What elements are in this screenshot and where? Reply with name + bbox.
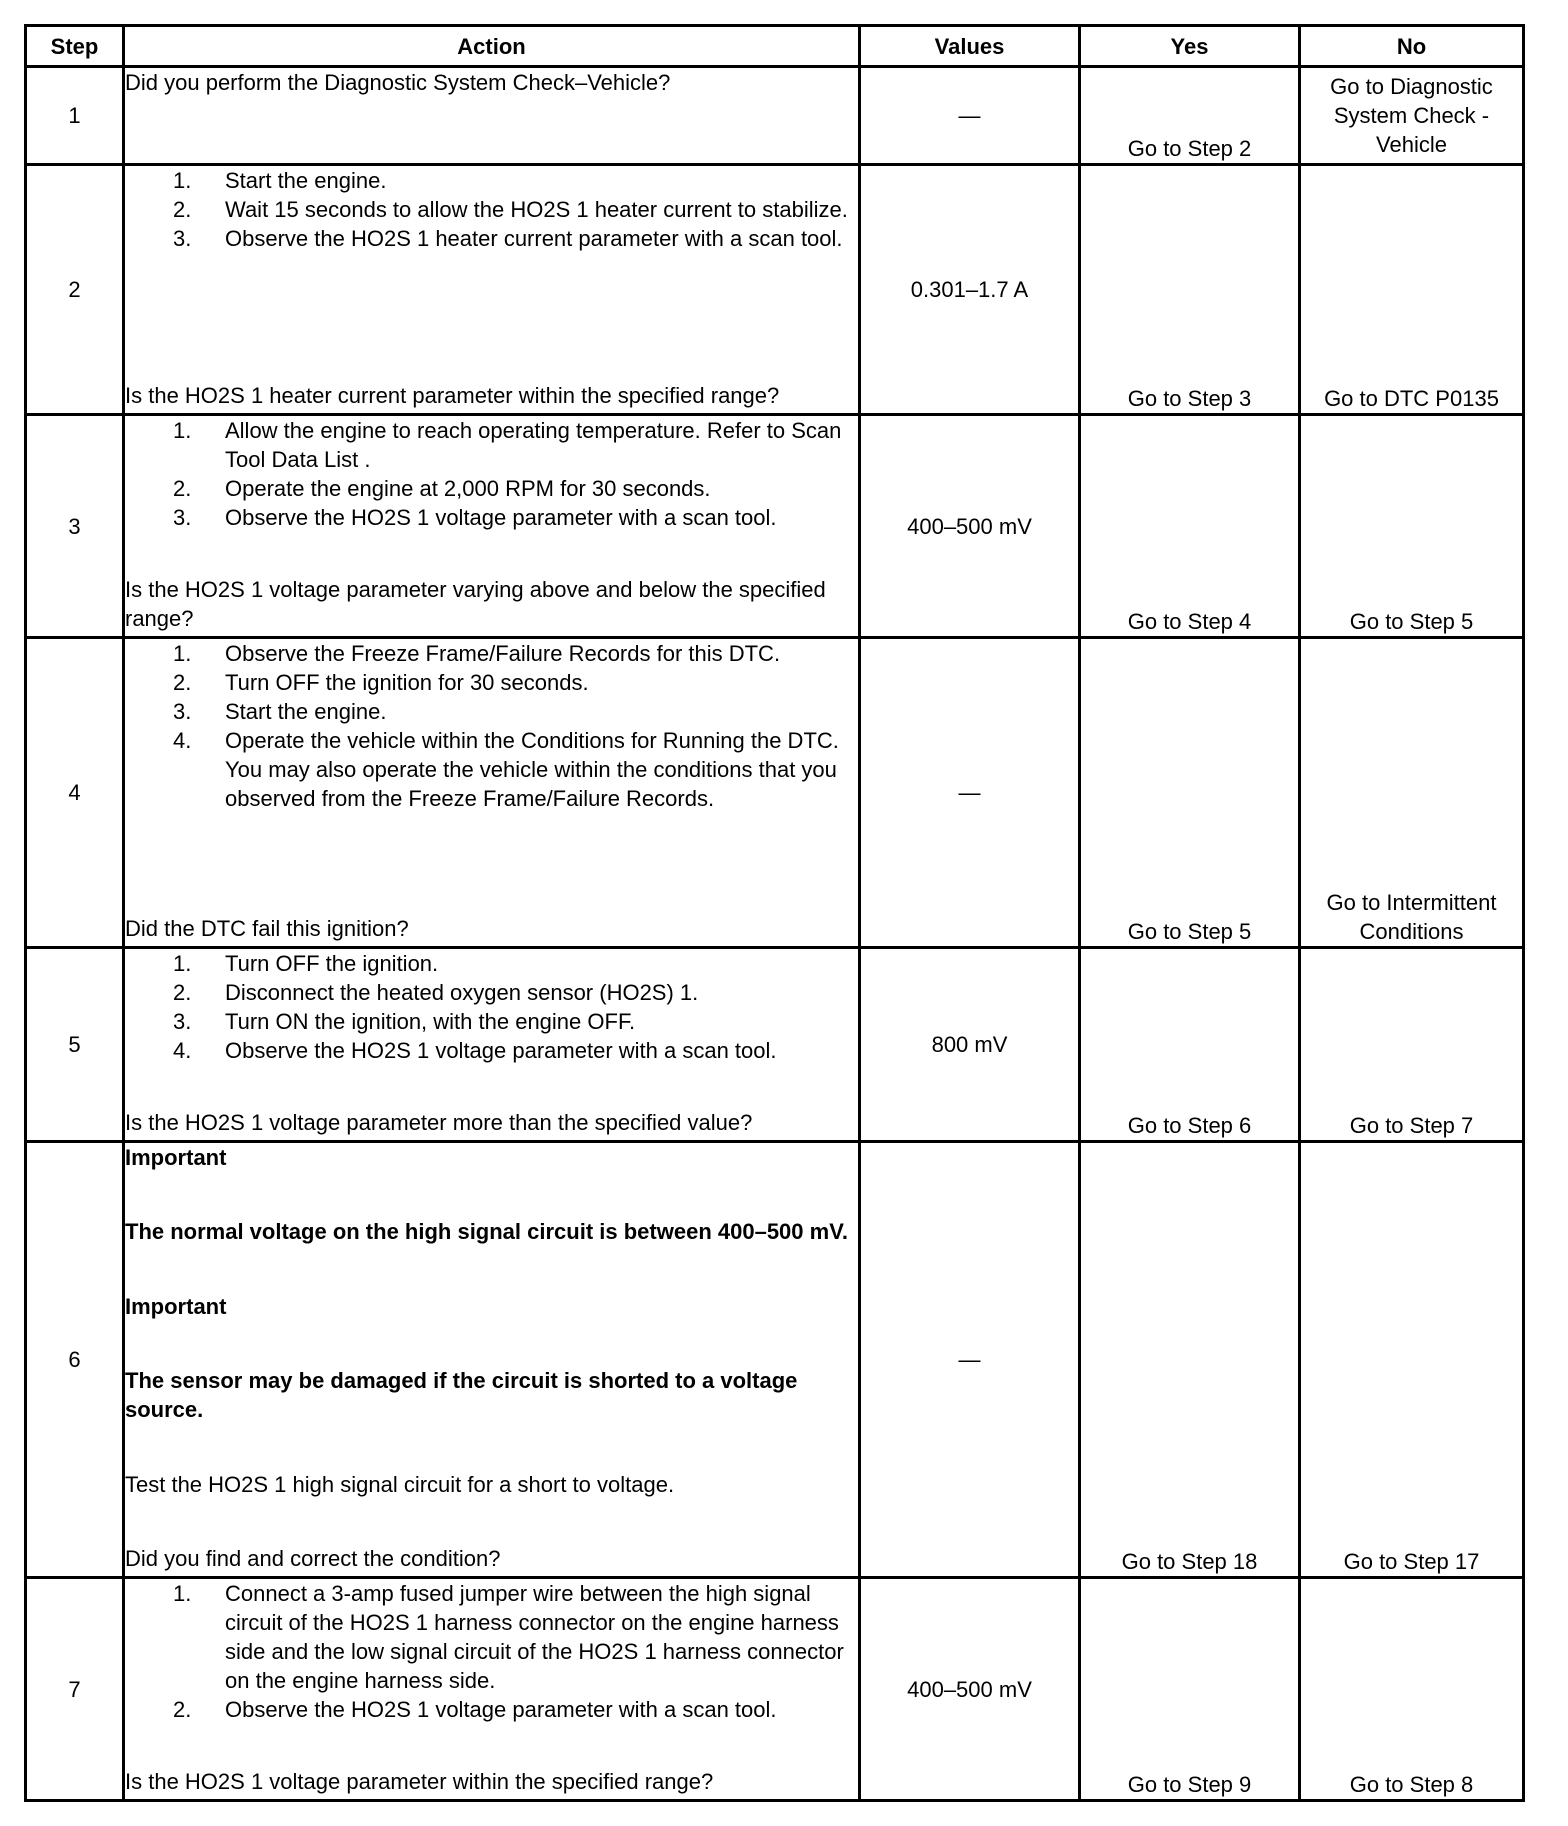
step-number: 2: [26, 165, 124, 415]
list-item: 3. Observe the HO2S 1 heater current parameter with a scan tool.: [173, 226, 843, 251]
header-row: [26, 26, 1524, 67]
value-cell: 400–500 mV: [860, 1578, 1080, 1801]
action-cell: [124, 1578, 860, 1801]
value-cell: —: [860, 67, 1080, 165]
value-cell: —: [860, 1142, 1080, 1578]
header-values: Values: [860, 26, 1080, 67]
table-row: [26, 1578, 1524, 1801]
table-row: [26, 948, 1524, 1142]
important-label: Important: [125, 1145, 227, 1170]
table-row: [26, 638, 1524, 948]
header-action: Action: [124, 26, 860, 67]
list-item: 2. Wait 15 seconds to allow the HO2S 1 heater current to stabilize.: [173, 197, 848, 222]
list-item: 2. Observe the HO2S 1 voltage parameter with a scan tool.: [173, 1697, 777, 1722]
value-cell: 400–500 mV: [860, 415, 1080, 638]
yes-cell: Go to Step 2: [1080, 67, 1300, 165]
yes-cell: Go to Step 4: [1080, 415, 1300, 638]
action-question: Is the HO2S 1 voltage parameter more than the specified value?: [125, 1110, 753, 1135]
value-cell: 0.301–1.7 A: [860, 165, 1080, 415]
yes-cell: Go to Step 9: [1080, 1578, 1300, 1801]
list-item: 2. Disconnect the heated oxygen sensor (HO2S) 1.: [173, 980, 699, 1005]
header-step: Step: [26, 26, 124, 67]
action-steps: [125, 416, 858, 532]
table-row: [26, 67, 1524, 165]
step-number: 5: [26, 948, 124, 1142]
header-no: No: [1300, 26, 1524, 67]
list-item: 3. Start the engine.: [173, 699, 387, 724]
action-cell: [124, 165, 860, 415]
no-line: Go to Diagnostic: [1330, 74, 1493, 99]
no-cell: Go to Step 17: [1300, 1142, 1524, 1578]
list-item: 1. Turn OFF the ignition.: [173, 951, 439, 976]
action-steps: [125, 639, 858, 813]
list-item: 3. Observe the HO2S 1 voltage parameter with a scan tool.: [173, 505, 777, 530]
important-note: The normal voltage on the high signal circuit is between 400–500 mV.: [125, 1219, 848, 1245]
no-line: System Check -: [1333, 103, 1490, 128]
list-item: 1. Start the engine.: [173, 168, 387, 193]
action-question: Did you perform the Diagnostic System Check–Vehicle?: [125, 70, 671, 95]
step-number: 1: [26, 67, 124, 165]
no-cell: Go to Step 7: [1300, 948, 1524, 1142]
step-number: 6: [26, 1142, 124, 1578]
step-number: 4: [26, 638, 124, 948]
no-cell: Go to Step 8: [1300, 1578, 1524, 1801]
no-line: Vehicle: [1376, 132, 1447, 157]
list-item: 4. Operate the vehicle within the Conditions for Running the DTC. You may also operate the vehicle within the conditions that you observed from the Freeze Frame/Failure Records.: [173, 728, 839, 811]
action-cell: [124, 67, 860, 165]
action-question: Is the HO2S 1 voltage parameter within the specified range?: [125, 1769, 714, 1794]
action-cell: [124, 415, 860, 638]
no-cell: [1300, 638, 1524, 948]
list-item: 3. Turn ON the ignition, with the engine OFF.: [173, 1009, 636, 1034]
list-item: 2. Turn OFF the ignition for 30 seconds.: [173, 670, 589, 695]
action-steps: [125, 166, 858, 253]
yes-cell: Go to Step 6: [1080, 948, 1300, 1142]
list-item: 1. Connect a 3-amp fused jumper wire between the high signal circuit of the HO2S 1 harness connector on the engine harness side and the low signal circuit of the HO2S 1 harness connector on the engine harness side.: [173, 1581, 844, 1693]
header-yes: Yes: [1080, 26, 1300, 67]
action-cell: [124, 1142, 860, 1578]
yes-cell: Go to Step 5: [1080, 638, 1300, 948]
step-number: 3: [26, 415, 124, 638]
table-row: [26, 1142, 1524, 1578]
table-row: [26, 415, 1524, 638]
action-question: Is the HO2S 1 heater current parameter within the specified range?: [125, 383, 780, 408]
step-number: 7: [26, 1578, 124, 1801]
action-question: Did the DTC fail this ignition?: [125, 916, 409, 941]
action-instruction: Test the HO2S 1 high signal circuit for a short to voltage.: [125, 1471, 675, 1497]
value-cell: —: [860, 638, 1080, 948]
list-item: 4. Observe the HO2S 1 voltage parameter with a scan tool.: [173, 1038, 777, 1063]
no-cell: Go to DTC P0135: [1300, 165, 1524, 415]
no-cell: Go to Step 5: [1300, 415, 1524, 638]
diagnostic-table: [24, 24, 1525, 1802]
action-steps: [125, 1579, 858, 1724]
no-line: Go to Intermittent: [1326, 890, 1497, 915]
action-cell: [124, 948, 860, 1142]
list-item: 1. Allow the engine to reach operating temperature. Refer to Scan Tool Data List .: [173, 418, 842, 472]
action-steps: [125, 949, 858, 1065]
important-note: The sensor may be damaged if the circuit is shorted to a voltage source.: [125, 1368, 798, 1423]
no-cell: [1300, 67, 1524, 165]
action-question: Is the HO2S 1 voltage parameter varying above and below the specified range?: [125, 577, 826, 631]
yes-cell: Go to Step 18: [1080, 1142, 1300, 1578]
important-label: Important: [125, 1293, 227, 1319]
yes-cell: Go to Step 3: [1080, 165, 1300, 415]
table-row: [26, 165, 1524, 415]
value-cell: 800 mV: [860, 948, 1080, 1142]
action-question: Did you find and correct the condition?: [125, 1545, 501, 1571]
list-item: 1. Observe the Freeze Frame/Failure Records for this DTC.: [173, 641, 781, 666]
action-cell: [124, 638, 860, 948]
no-line: Conditions: [1359, 919, 1464, 944]
list-item: 2. Operate the engine at 2,000 RPM for 30 seconds.: [173, 476, 711, 501]
